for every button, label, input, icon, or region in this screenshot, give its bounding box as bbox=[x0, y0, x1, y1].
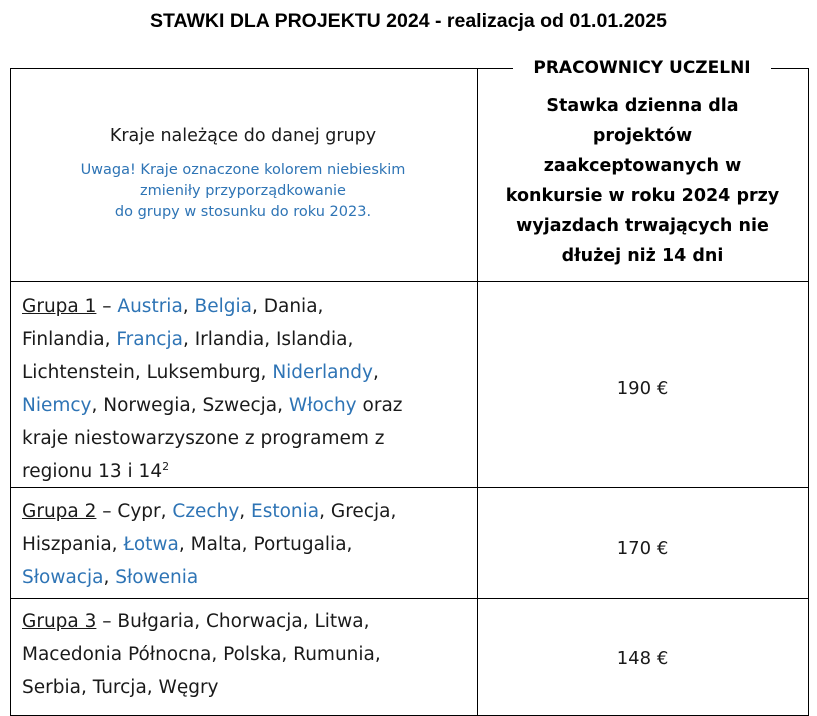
rate-header-line: dłużej niż 14 dni bbox=[561, 246, 724, 266]
country-text: , Dania, bbox=[251, 296, 324, 317]
country-changed: Włochy bbox=[288, 395, 357, 416]
group-label: Grupa 1 bbox=[22, 296, 97, 317]
country-changed: Słowenia bbox=[115, 567, 199, 588]
color-note-line: zmieniły przyporządkowanie bbox=[140, 183, 346, 199]
country-text: – Bułgaria, Chorwacja, Litwa, bbox=[96, 611, 370, 632]
country-changed: Francja bbox=[116, 329, 183, 350]
country-text: , Malta, Portugalia, bbox=[178, 534, 353, 555]
country-text: kraje niestowarzyszone z programem z bbox=[22, 428, 385, 449]
country-changed: Czechy bbox=[172, 501, 240, 522]
country-changed: Austria bbox=[117, 296, 183, 317]
rate-header-line: zaakceptowanych w bbox=[543, 156, 742, 176]
country-text: regionu 13 i 14 bbox=[22, 461, 163, 482]
country-text: , Grecja, bbox=[319, 501, 397, 522]
row-divider bbox=[11, 281, 808, 282]
country-changed: Słowacja bbox=[22, 567, 104, 588]
group-label: Grupa 3 bbox=[22, 611, 97, 632]
color-note-line: Uwaga! Kraje oznaczone kolorem niebieskim bbox=[80, 162, 406, 178]
country-changed: Niemcy bbox=[22, 395, 92, 416]
country-text: , bbox=[239, 501, 252, 522]
employees-header: PRACOWNICY UCZELNI bbox=[513, 56, 771, 80]
group-3-rate: 148 € bbox=[616, 648, 669, 669]
footnote-marker: 2 bbox=[162, 459, 170, 473]
country-changed: Belgia bbox=[194, 296, 252, 317]
country-changed: Łotwa bbox=[123, 534, 179, 555]
country-text: – bbox=[96, 296, 118, 317]
color-note-line: do grupy w stosunku do roku 2023. bbox=[114, 204, 372, 220]
group-3-countries bbox=[22, 605, 462, 704]
country-text: Macedonia Północna, Polska, Rumunia, bbox=[22, 644, 381, 665]
country-text: – Cypr, bbox=[96, 501, 173, 522]
rate-header-line: projektów bbox=[592, 126, 693, 146]
rate-header-line: konkursie w roku 2024 przy bbox=[505, 186, 780, 206]
country-text: Lichtenstein, Luksemburg, bbox=[22, 362, 273, 383]
rate-header bbox=[486, 91, 799, 271]
country-text: , bbox=[182, 296, 195, 317]
color-note bbox=[10, 160, 476, 223]
country-changed: Estonia bbox=[251, 501, 320, 522]
country-changed: Niderlandy bbox=[272, 362, 373, 383]
country-text: Serbia, Turcja, Węgry bbox=[22, 677, 219, 698]
country-text: , bbox=[103, 567, 116, 588]
rate-header-line: wyjazdach trwających nie bbox=[516, 216, 769, 236]
group-2-rate: 170 € bbox=[616, 538, 669, 559]
countries-header bbox=[10, 82, 476, 223]
country-text: , Norwegia, Szwecja, bbox=[91, 395, 289, 416]
group-2-countries bbox=[22, 495, 462, 594]
rate-header-line: Stawka dzienna dla bbox=[546, 96, 739, 116]
group-1-rate: 190 € bbox=[616, 378, 669, 399]
country-text: Hiszpania, bbox=[22, 534, 124, 555]
page-title: STAWKI DLA PROJEKTU 2024 - realizacja od 01.01.2025 bbox=[150, 10, 667, 32]
group-label: Grupa 2 bbox=[22, 501, 97, 522]
row-divider bbox=[11, 598, 808, 599]
group-1-countries bbox=[22, 290, 462, 488]
country-text: , Irlandia, Islandia, bbox=[182, 329, 354, 350]
country-text: oraz bbox=[356, 395, 403, 416]
country-text: Finlandia, bbox=[22, 329, 117, 350]
group-country-list bbox=[22, 296, 403, 482]
countries-header-title: Kraje należące do danej grupy bbox=[109, 126, 377, 146]
country-text: , bbox=[372, 362, 379, 383]
